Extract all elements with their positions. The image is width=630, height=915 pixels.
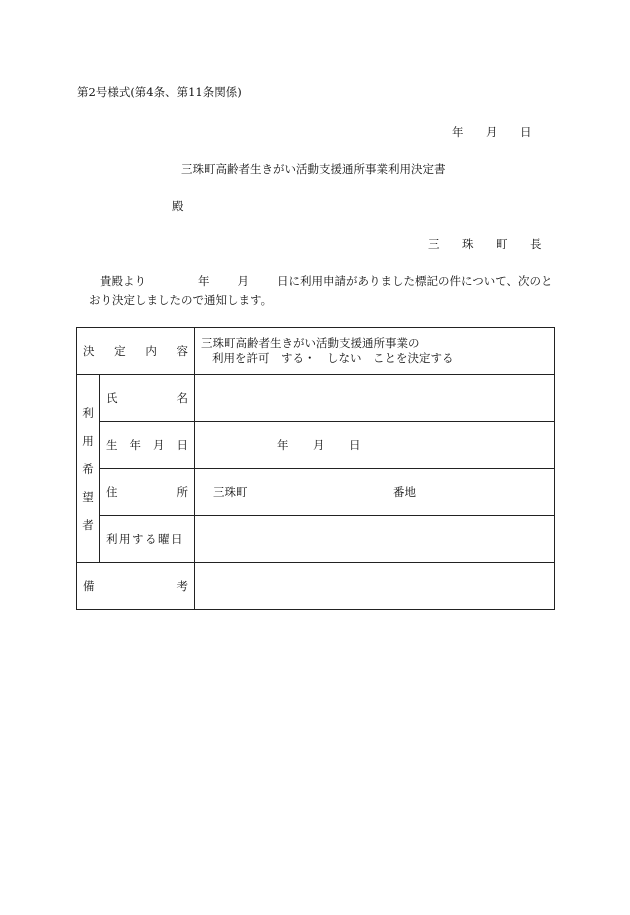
label-char: 年 [129,438,141,452]
weekday-row [77,516,555,563]
notice-text-line1 [100,273,553,289]
form-number: 第2号様式(第4条、第11条関係) [77,85,242,99]
label-char: 備 [83,579,95,593]
notice-month: 月 [237,274,249,288]
label-char: 所 [176,485,188,499]
group-char: 用 [82,433,94,448]
date-day: 日 [520,125,532,139]
remarks-row [77,563,555,610]
group-char: 者 [82,517,94,532]
label-char: 氏 [106,391,118,405]
decision-label [77,328,195,375]
label-char: 住 [106,485,118,499]
weekday-field[interactable] [195,516,555,563]
remarks-field[interactable] [195,563,555,610]
notice-part1: 貴殿より [100,274,146,288]
issuer-char: 町 [496,237,508,251]
dob-row [77,422,555,469]
address-field[interactable] [195,469,555,516]
label-char: 日 [176,438,188,452]
issuer-char: 珠 [462,237,474,251]
label-char: 決 [83,344,95,358]
dob-year: 年 [277,438,289,452]
issue-date [452,124,532,140]
weekday-label [100,516,195,563]
issuer-char: 三 [428,237,440,251]
weekday-label-text: 利用する曜日 [106,532,184,546]
notice-text-line2: おり決定しましたので通知します。 [89,293,273,307]
addressee-suffix: 殿 [172,199,184,213]
dob-field[interactable] [195,422,555,469]
address-row [77,469,555,516]
decision-line1: 三珠町高齢者生きがい活動支援通所事業の [201,336,420,350]
dob-month: 月 [313,438,325,452]
name-field[interactable] [195,375,555,422]
label-char: 月 [153,438,165,452]
decision-row [77,328,555,375]
label-char: 定 [114,344,126,358]
name-label [100,375,195,422]
label-char: 生 [106,438,118,452]
notice-year: 年 [198,274,210,288]
name-row [77,375,555,422]
dob-day: 日 [349,438,361,452]
notice-part2: 日に利用申請がありました標記の件について、次のと [277,274,553,288]
remarks-label [77,563,195,610]
issuer-char: 長 [530,237,542,251]
address-town: 三珠町 [213,485,248,499]
address-label [100,469,195,516]
group-char: 利 [82,405,94,420]
document-title: 三珠町高齢者生きがい活動支援通所事業利用決定書 [181,162,446,176]
label-char: 考 [176,579,188,593]
issuer [428,236,542,252]
date-year: 年 [452,125,464,139]
dob-label [100,422,195,469]
decision-line2: 利用を許可 する・ しない ことを決定する [212,351,454,365]
applicant-group-label [77,375,100,563]
label-char: 名 [176,391,188,405]
decision-form-table [76,327,555,610]
group-char: 望 [82,489,94,504]
decision-content [195,328,555,375]
date-month: 月 [486,125,498,139]
label-char: 容 [176,344,188,358]
label-char: 内 [145,344,157,358]
group-char: 希 [82,461,94,476]
address-suffix: 番地 [393,485,416,499]
